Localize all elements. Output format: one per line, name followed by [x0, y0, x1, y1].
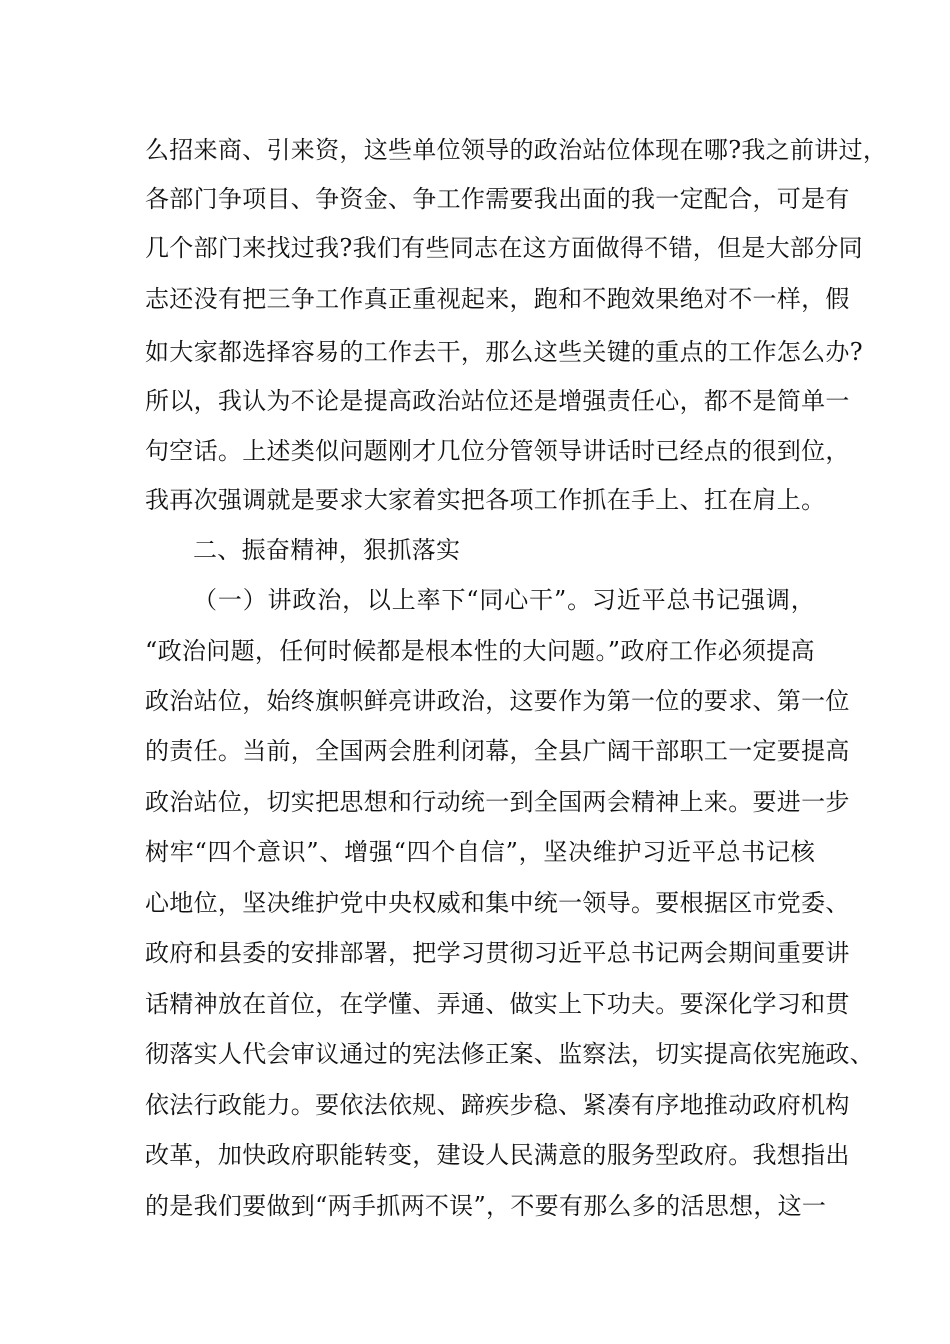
text-line: 么招来商、引来资，这些单位领导的政治站位体现在哪?我之前讲过，	[145, 136, 888, 164]
text-line: 我再次强调就是要求大家着实把各项工作抓在手上、扛在肩上。	[145, 486, 826, 514]
text-line: 心地位，坚决维护党中央权威和集中统一领导。要根据区市党委、	[145, 889, 850, 917]
text-line: 如大家都选择容易的工作去干，那么这些关键的重点的工作怎么办?	[145, 338, 863, 366]
text-line: 所以，我认为不论是提高政治站位还是增强责任心，都不是简单一	[145, 387, 850, 415]
text-line: 政治站位，切实把思想和行动统一到全国两会精神上来。要进一步	[145, 788, 850, 816]
text-line: 改革，加快政府职能转变，建设人民满意的服务型政府。我想指出	[145, 1141, 850, 1169]
text-line: 政治站位，始终旗帜鲜亮讲政治，这要作为第一位的要求、第一位	[145, 687, 850, 715]
text-line: 的是我们要做到“两手抓两不误”，不要有那么多的活思想，这一	[145, 1192, 827, 1220]
text-line: “政治问题，任何时候都是根本性的大问题。”政府工作必须提高	[145, 637, 815, 665]
text-line: 的责任。当前，全国两会胜利闭幕，全县广阔干部职工一定要提高	[145, 737, 850, 765]
section-heading: 二、振奋精神，狠抓落实	[193, 536, 461, 564]
subsection-heading-line: （一）讲政治，以上率下“同心干”。习近平总书记强调，	[193, 586, 815, 614]
text-line: 彻落实人代会审议通过的宪法修正案、监察法，切实提高依宪施政、	[145, 1040, 874, 1068]
text-line: 句空话。上述类似问题刚才几位分管领导讲话时已经点的很到位，	[145, 437, 850, 465]
text-line: 各部门争项目、争资金、争工作需要我出面的我一定配合，可是有	[145, 185, 850, 213]
text-line: 依法行政能力。要依法依规、蹄疾步稳、紧凑有序地推动政府机构	[145, 1091, 850, 1119]
text-line: 志还没有把三争工作真正重视起来，跑和不跑效果绝对不一样，假	[145, 285, 850, 313]
text-line: 话精神放在首位，在学懂、弄通、做实上下功夫。要深化学习和贯	[145, 990, 850, 1018]
text-line: 几个部门来找过我?我们有些同志在这方面做得不错，但是大部分同	[145, 234, 863, 262]
text-line: 政府和县委的安排部署，把学习贯彻习近平总书记两会期间重要讲	[145, 939, 850, 967]
text-line: 树牢“四个意识”、增强“四个自信”，坚决维护习近平总书记核	[145, 838, 815, 866]
